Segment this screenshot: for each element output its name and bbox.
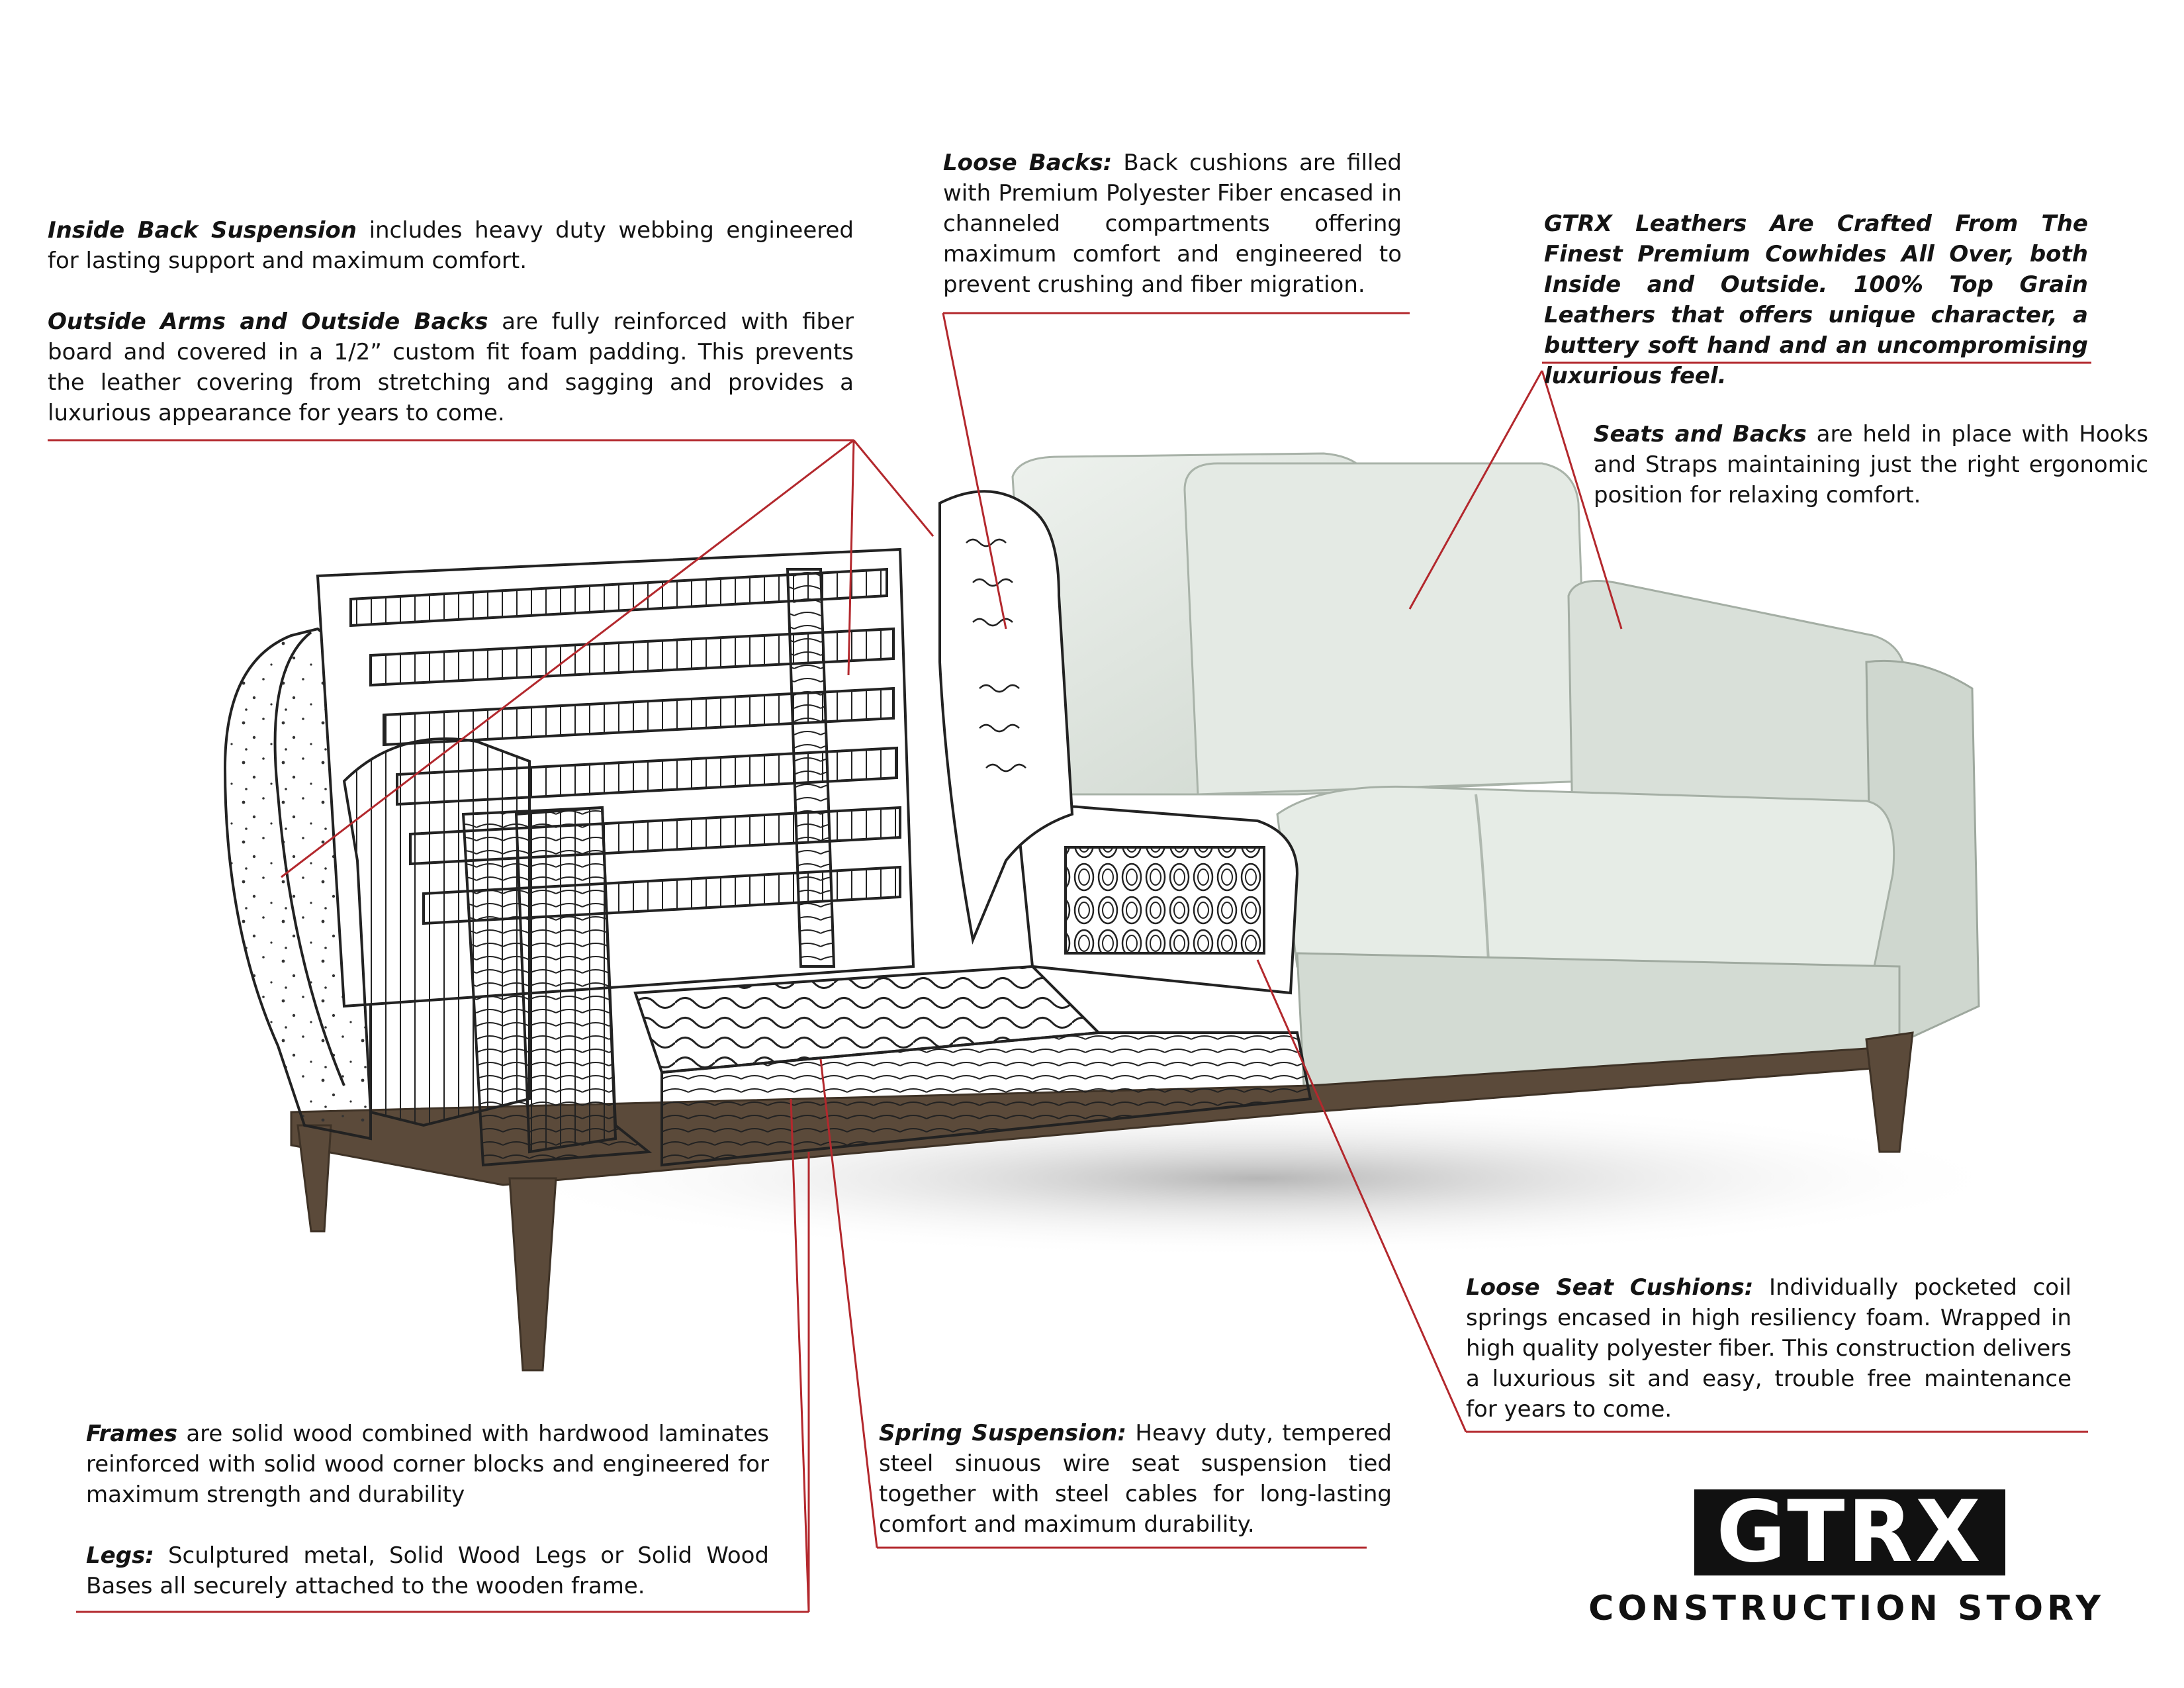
callout-body: Sculptured metal, Solid Wood Legs or Solid Wood Bases all securely attached to the wooden frame. [86,1542,769,1599]
callout-lead: Seats and Backs [1594,421,1807,447]
brand-block [1496,1489,2105,1642]
callout-outside-arms-backs [48,306,854,428]
callout-lead: Loose Seat Cushions: [1466,1274,1754,1301]
logo-text: GTRX [1716,1489,1983,1575]
leg-front-left [298,1125,331,1231]
leather-sofa-half [1013,453,1979,1086]
brand-subtitle: CONSTRUCTION STORY [1588,1589,2105,1628]
callout-lead: Frames [86,1421,177,1447]
callout-lead: Outside Arms and Outside Backs [48,308,488,335]
callout-loose-seat-cushions [1466,1272,2071,1425]
leg-front-center [510,1178,556,1370]
callout-seats-and-backs [1594,419,2148,510]
callout-frames [86,1419,769,1510]
callout-body: are solid wood combined with hardwood laminates reinforced with solid wood corner blocks and engineered for maximum strength and durability [86,1421,769,1508]
callout-body: are fully reinforced with fiber board and covered in a 1/2” custom fit foam padding. This prevents the leather covering from stretching and sagging and provides a luxurious appearance for years to come. [48,308,854,426]
callout-gtrx-leathers: GTRX Leathers Are Crafted From The Finest Premium Cowhides All Over, both Inside and Outside. 100% Top Grain Leathers that offers unique character, a buttery soft hand and an uncompromising luxurious feel. [1544,211,2088,389]
callout-loose-backs [943,148,1402,300]
callout-spring-suspension [879,1418,1392,1540]
callout-lead: Spring Suspension: [879,1420,1126,1446]
gtrx-logo [1694,1489,2105,1575]
callout-body: Individually pocketed coil springs encased in high resiliency foam. Wrapped in high quality polyester fiber. This construction delivers a luxurious sit and easy, trouble free maintenance for years to come. [1466,1274,2071,1423]
callout-legs [86,1540,769,1601]
callout-lead: Inside Back Suspension [48,217,357,244]
callout-body: includes heavy duty webbing engineered for lasting support and maximum comfort. [48,217,854,274]
callout-body: are held in place with Hooks and Straps maintaining just the right ergonomic position for relaxing comfort. [1594,421,2148,508]
callout-lead: Legs: [86,1542,154,1569]
callout-inside-back-suspension [48,215,854,276]
callout-body: Back cushions are filled with Premium Polyester Fiber encased in channeled compartments offering maximum comfort and engineered to prevent crushing and fiber migration. [943,150,1402,298]
callout-lead: Loose Backs: [943,150,1113,176]
callout-body: Heavy duty, tempered steel sinuous wire seat suspension tied together with steel cables for long-lasting comfort and maximum durability. [879,1420,1392,1538]
